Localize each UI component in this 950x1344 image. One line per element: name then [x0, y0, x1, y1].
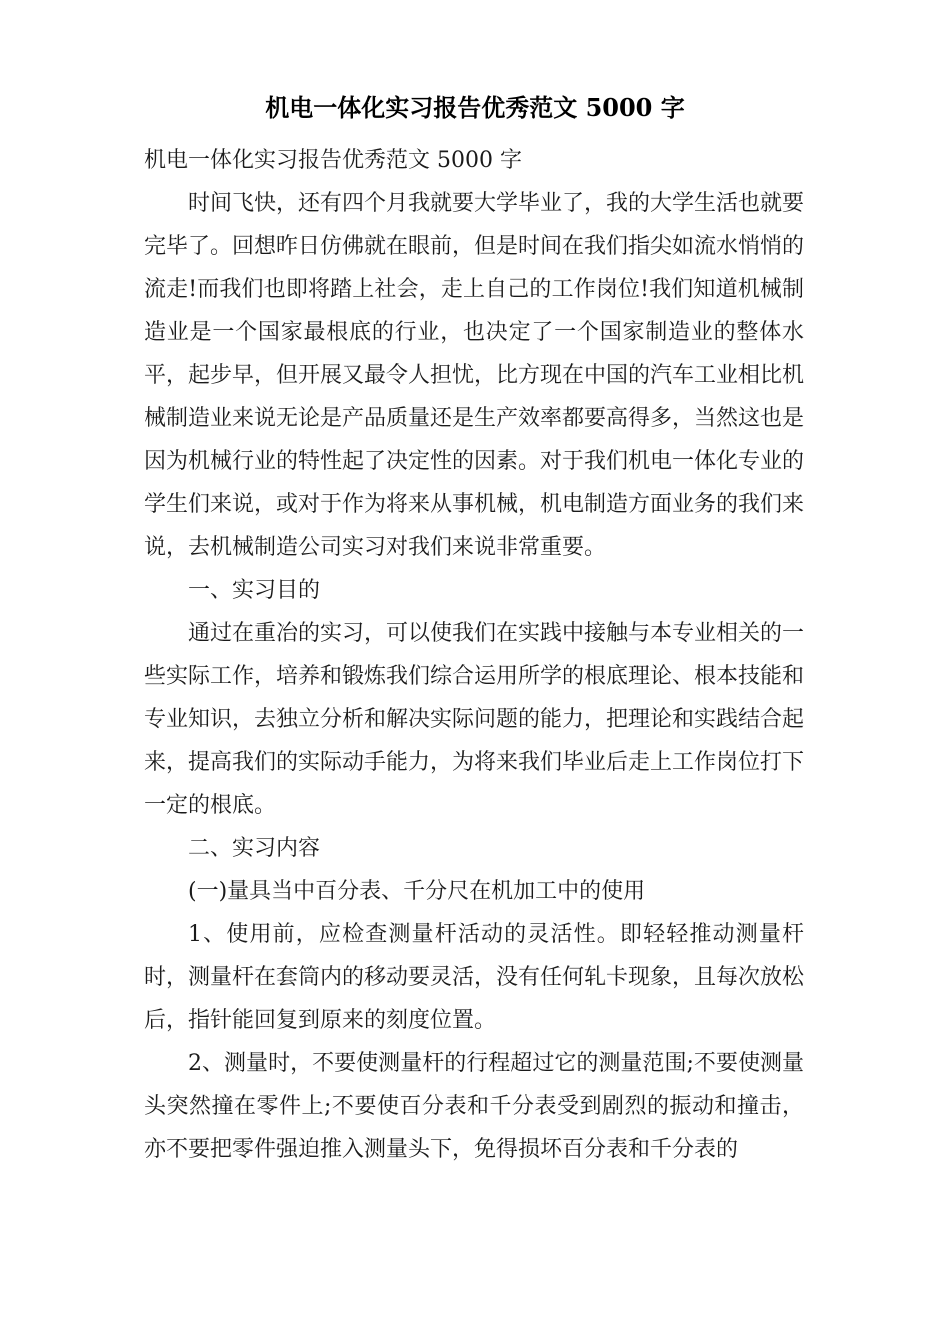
paragraph-purpose: 通过在重冶的实习，可以使我们在实践中接触与本专业相关的一些实际工作，培养和锻炼我们综合运用所学的根底理论、根本技能和专业知识，去独立分析和解决实际问题的能力，把理论和实践结合起来，提高我们的实际动手能力，为将来我们毕业后走上工作岗位打下一定的根底。	[144, 621, 805, 818]
section-heading-content: 二、实习内容	[188, 836, 321, 861]
document-body	[144, 139, 804, 1171]
document-subtitle: 机电一体化实习报告优秀范文 5000 字	[144, 148, 522, 173]
document-title: 机电一体化实习报告优秀范文 5000 字	[265, 93, 685, 122]
paragraph-item-1: 1、使用前，应检查测量杆活动的灵活性。即轻轻推动测量杆时，测量杆在套筒内的移动要灵活，没有任何轧卡现象，且每次放松后，指针能回复到原来的刻度位置。	[144, 922, 805, 1033]
subsection-heading-gauges: (一)量具当中百分表、千分尺在机加工中的使用	[188, 879, 646, 904]
section-heading-purpose: 一、实习目的	[188, 578, 321, 603]
paragraph-intro: 时间飞快，还有四个月我就要大学毕业了，我的大学生活也就要完毕了。回想昨日仿佛就在眼前，但是时间在我们指尖如流水悄悄的流走!而我们也即将踏上社会，走上自己的工作岗位!我们知道机械制造业是一个国家最根底的行业，也决定了一个国家制造业的整体水平，起步早，但开展又最令人担忧，比方现在中国的汽车工业相比机械制造业来说无论是产品质量还是生产效率都要高得多，当然这也是因为机械行业的特性起了决定性的因素。对于我们机电一体化专业的学生们来说，或对于作为将来从事机械，机电制造方面业务的我们来说，去机械制造公司实习对我们来说非常重要。	[144, 191, 805, 560]
paragraph-item-2: 2、测量时，不要使测量杆的行程超过它的测量范围;不要使测量头突然撞在零件上;不要使百分表和千分表受到剧烈的振动和撞击，亦不要把零件强迫推入测量头下，免得损坏百分表和千分表的	[144, 1051, 804, 1162]
